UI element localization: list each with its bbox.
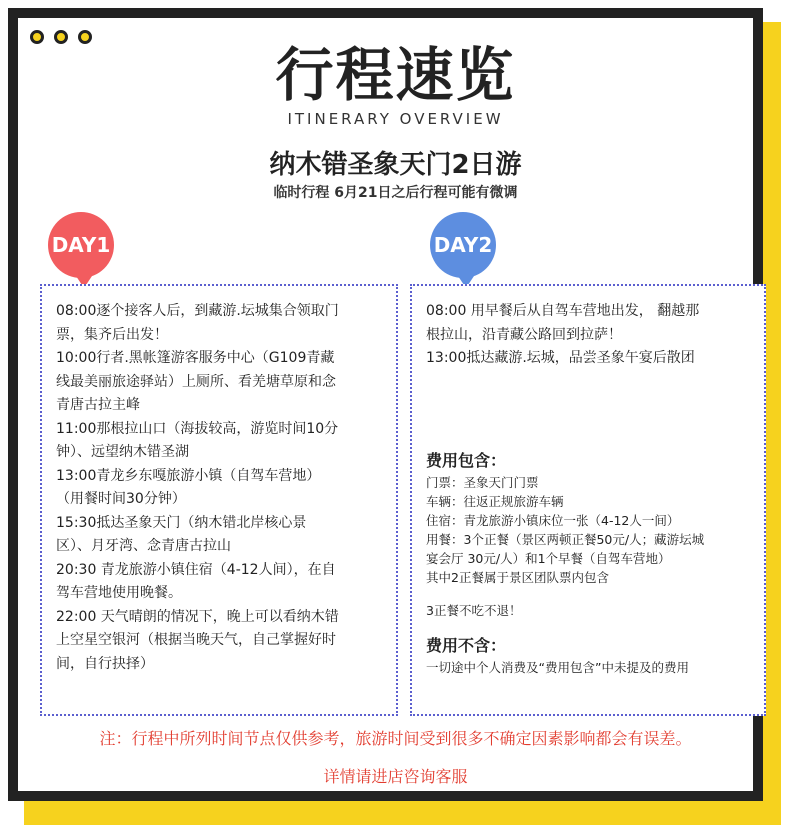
page-subtitle-en: ITINERARY OVERVIEW [287,110,504,128]
schedule-notice: 临时行程 6月21日之后行程可能有微调 [273,185,518,201]
day1-line: 间，自行抉择） [56,655,154,672]
day1-line: （用餐时间30分钟） [56,491,186,507]
day2-line: 08:00 用早餐后从自驾车营地出发， 翻越那 [426,303,700,319]
day1-line: 上空星空银河（根据当晚天气，自己掌握好时 [56,632,336,648]
included-item: 用餐：3个正餐（景区两顿正餐50元/人；藏游坛城 [426,531,705,547]
day1-line: 08:00逐个接客人后，到藏游.坛城集合领取门 [56,303,339,319]
included-item: 宴会厅 30元/人）和1个早餐（自驾车营地） [426,550,671,566]
day1-line: 13:00青龙乡东嘎旅游小镇（自驾车营地） [56,467,321,484]
no-refund-note: 3正餐不吃不退！ [426,602,522,618]
day1-badge: DAY1 [48,212,114,278]
day1-panel [40,284,398,716]
day1-line: 线最美丽旅途驿站）上厕所、看羌塘草原和念 [56,373,336,390]
included-item: 门票：圣象天门门票 [426,474,539,490]
included-title: 费用包含： [426,450,507,470]
day2-line: 根拉山，沿青藏公路回到拉萨！ [426,326,622,343]
included-item: 车辆：往返正规旅游车辆 [426,493,564,509]
day1-line: 10:00行者.黑帐篷游客服务中心（G109青藏 [56,350,335,366]
day1-line: 20:30 青龙旅游小镇住宿（4-12人间），在自 [56,561,336,578]
included-item: 其中2正餐属于景区团队票内包含 [426,569,609,585]
day1-line: 15:30抵达圣象天门（纳木错北岸核心景 [56,514,307,531]
day1-line: 22:00 天气晴朗的情况下，晚上可以看纳木错 [56,608,339,625]
day2-badge: DAY2 [430,212,496,278]
day1-line: 驾车营地使用晚餐。 [56,585,182,601]
day1-line: 青唐古拉主峰 [56,397,140,413]
day1-line: 票，集齐后出发！ [56,326,168,343]
day2-line: 13:00抵达藏游.坛城，品尝圣象午宴后散团 [426,350,695,366]
itinerary-card [8,8,763,801]
day1-line: 11:00那根拉山口（海拔较高，游览时间10分 [56,420,339,437]
excluded-title: 费用不含： [426,635,507,655]
footer-disclaimer: 注：行程中所列时间节点仅供参考，旅游时间受到很多不确定因素影响都会有误差。 [99,729,692,748]
contact-service-link[interactable]: 详情请进店咨询客服 [323,767,468,786]
day1-line: 区）、月牙湾、念青唐古拉山 [56,538,231,554]
tour-name: 纳木错圣象天门2日游 [269,150,522,180]
included-item: 住宿：青龙旅游小镇床位一张（4-12人一间） [426,512,680,528]
day2-panel [410,284,766,716]
day1-line: 钟）、远望纳木错圣湖 [56,444,189,460]
excluded-item: 一切途中个人消费及“费用包含”中未提及的费用 [426,659,689,675]
page-title: 行程速览 [275,41,516,109]
